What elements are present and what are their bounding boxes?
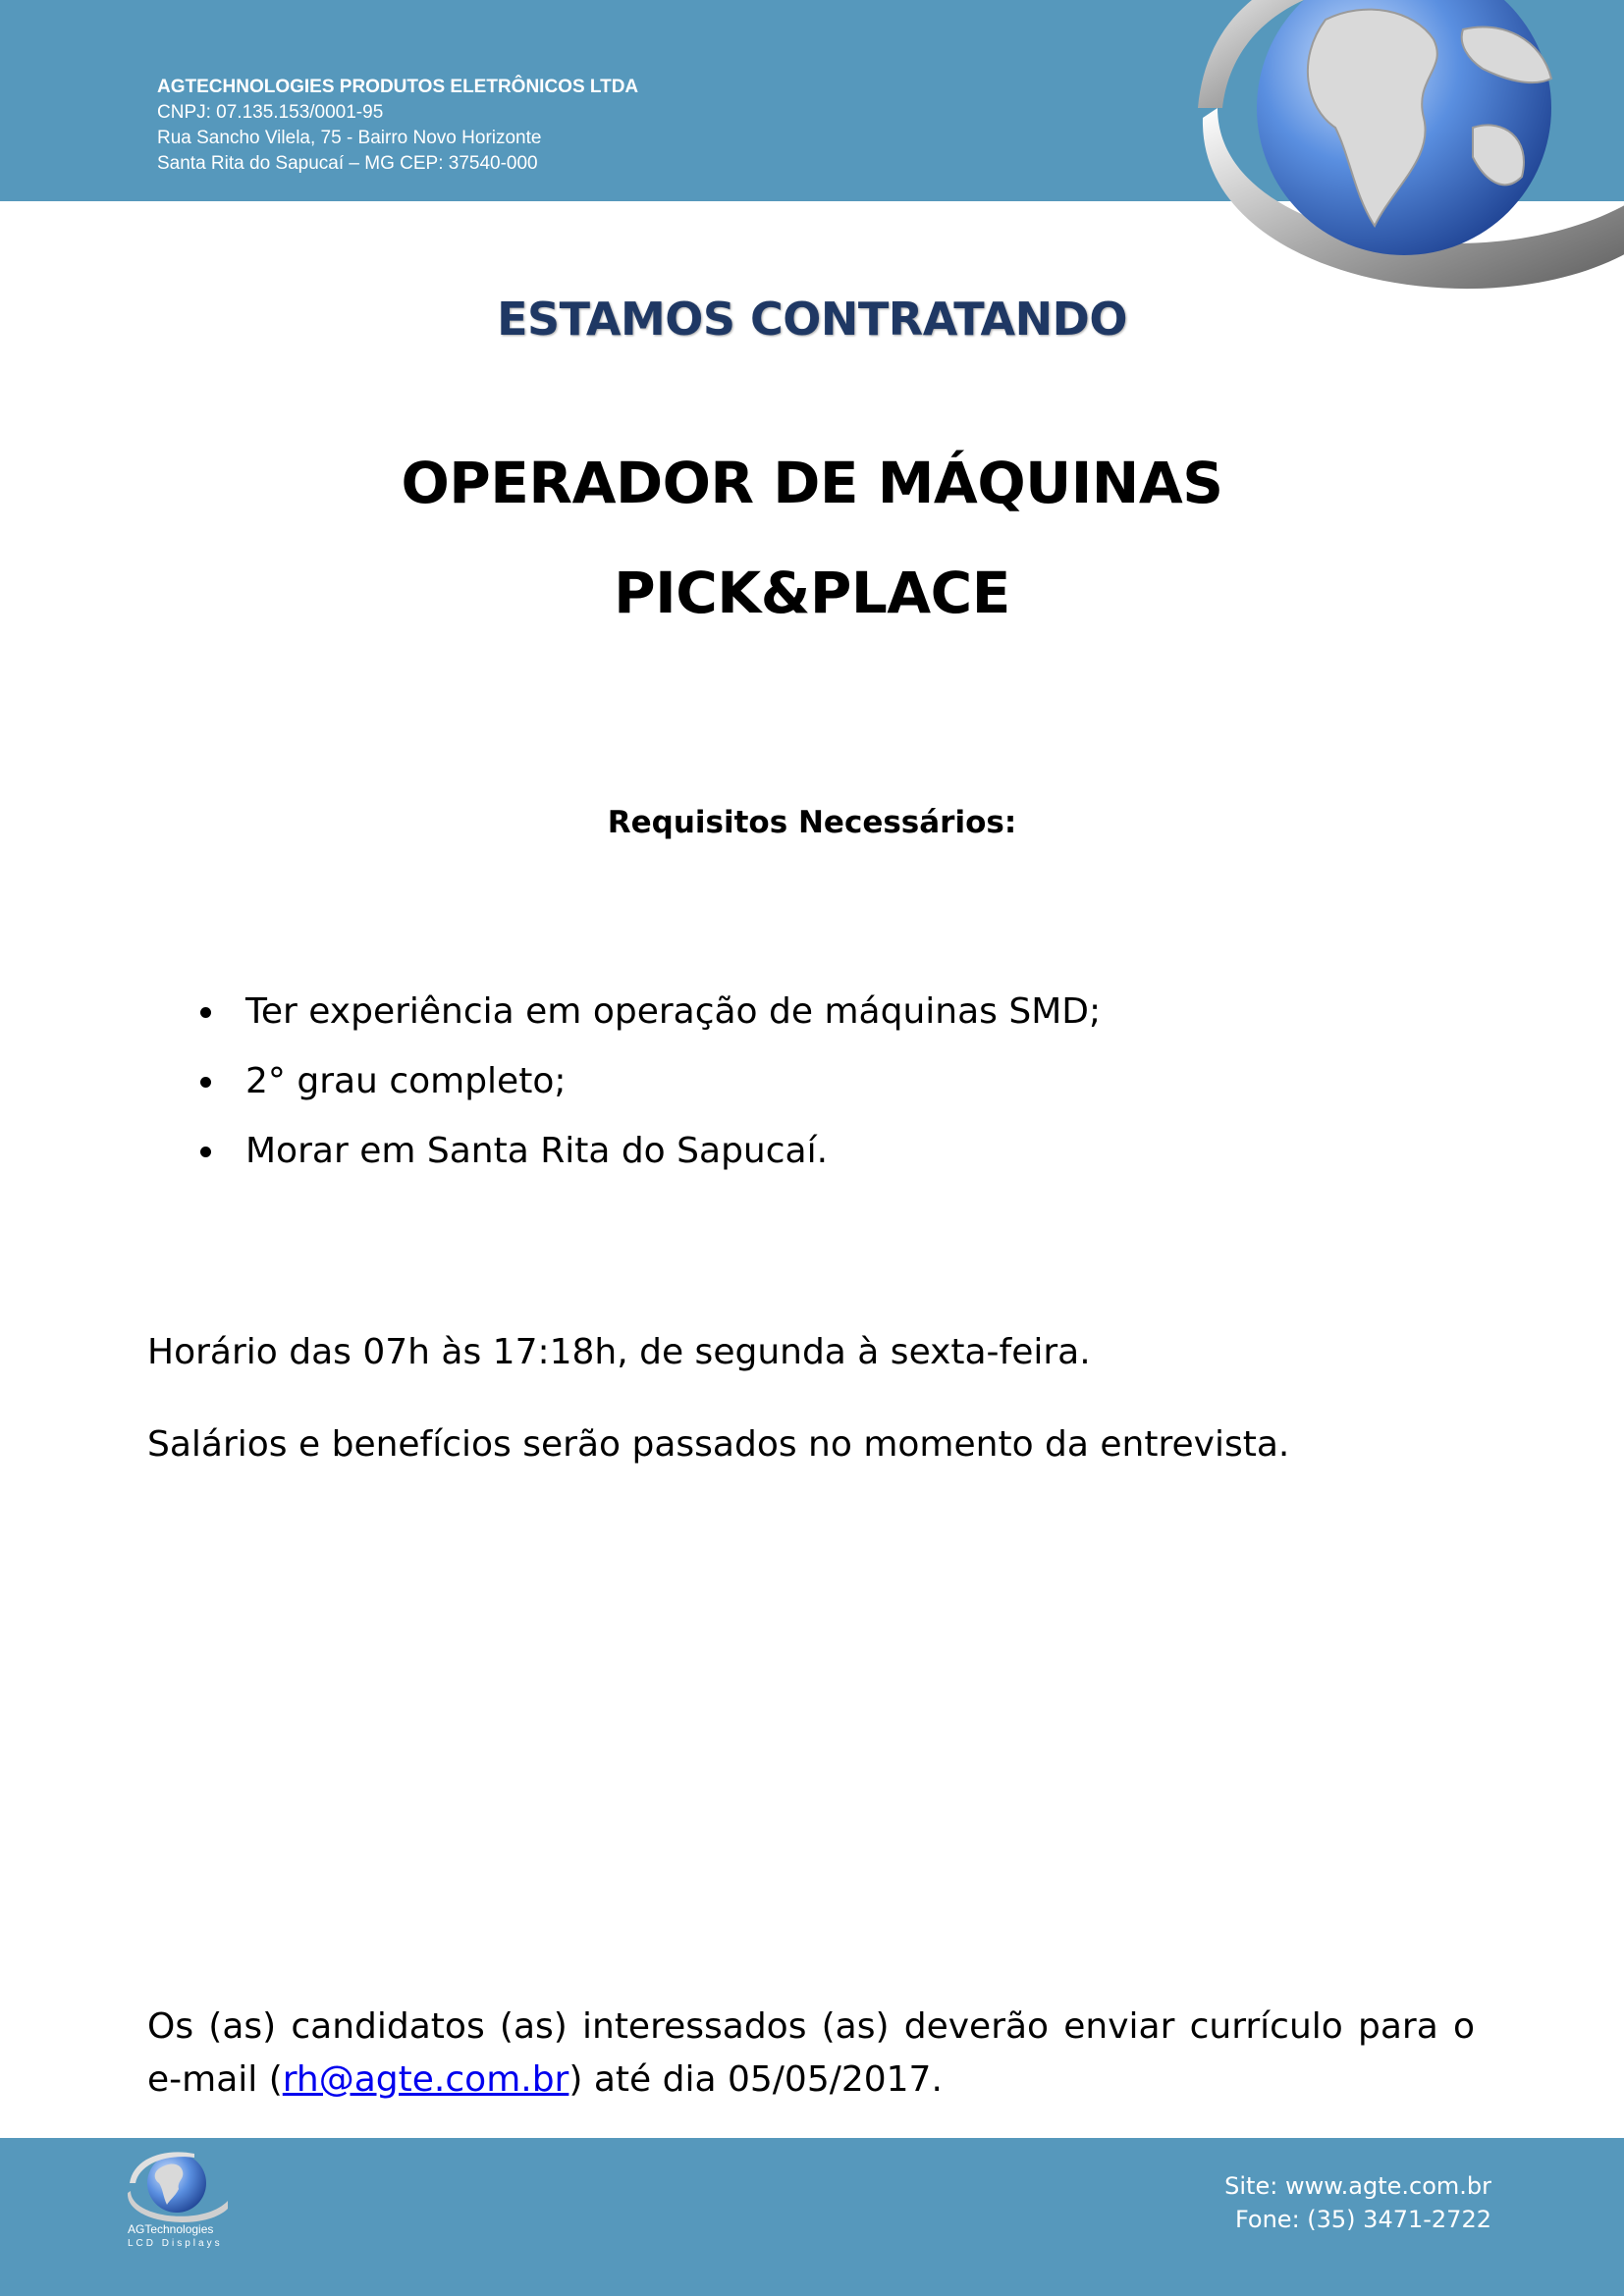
company-name: AGTECHNOLOGIES PRODUTOS ELETRÔNICOS LTDA bbox=[157, 77, 639, 97]
bullet-icon bbox=[200, 1007, 211, 1018]
company-info bbox=[157, 75, 638, 177]
contact-word: deverão bbox=[903, 2006, 1050, 2047]
bullet-icon bbox=[200, 1147, 211, 1157]
contact-paragraph bbox=[147, 2001, 1475, 2107]
logo-name: AGTechnologies bbox=[128, 2222, 214, 2236]
contact-word: interessados bbox=[582, 2006, 807, 2047]
bullet-icon bbox=[200, 1077, 211, 1088]
job-title-line1: OPERADOR DE MÁQUINAS bbox=[401, 450, 1223, 516]
salary-text: Salários e benefícios serão passados no momento da entrevista. bbox=[147, 1424, 1290, 1465]
schedule-text: Horário das 07h às 17:18h, de segunda à sexta-feira. bbox=[147, 1332, 1091, 1372]
footer-logo bbox=[126, 2150, 234, 2258]
contact-line2 bbox=[147, 2054, 1475, 2107]
contact-word: currículo bbox=[1189, 2006, 1343, 2047]
contact-prefix: e-mail ( bbox=[147, 2059, 283, 2100]
contact-word: para bbox=[1358, 2006, 1438, 2047]
company-cnpj: CNPJ: 07.135.153/0001-95 bbox=[157, 102, 384, 123]
footer-phone: Fone: (35) 3471-2722 bbox=[1234, 2206, 1491, 2233]
contact-word: (as) bbox=[208, 2006, 277, 2047]
logo-subtitle: LCD Displays bbox=[128, 2238, 223, 2249]
contact-word: candidatos bbox=[291, 2006, 485, 2047]
contact-line1 bbox=[147, 2001, 1475, 2054]
globe-logo-icon bbox=[1178, 0, 1624, 314]
email-link[interactable]: rh@agte.com.br bbox=[282, 2059, 569, 2100]
contact-suffix: ) até dia 05/05/2017. bbox=[568, 2059, 943, 2100]
contact-word: (as) bbox=[821, 2006, 890, 2047]
contact-word: enviar bbox=[1063, 2006, 1175, 2047]
hiring-heading: ESTAMOS CONTRATANDO bbox=[497, 293, 1127, 346]
footer-contact bbox=[1224, 2169, 1491, 2236]
requirement-text: Ter experiência em operação de máquinas SMD; bbox=[245, 991, 1102, 1032]
requirements-heading: Requisitos Necessários: bbox=[607, 805, 1017, 840]
contact-word: (as) bbox=[499, 2006, 568, 2047]
list-item bbox=[191, 987, 1101, 1056]
list-item bbox=[191, 1056, 1101, 1126]
list-item bbox=[191, 1126, 1101, 1196]
company-address: Rua Sancho Vilela, 75 - Bairro Novo Horizonte bbox=[157, 128, 542, 148]
footer-globe-icon bbox=[126, 2150, 234, 2223]
footer-site[interactable]: Site: www.agte.com.br bbox=[1224, 2172, 1491, 2200]
job-title-line2: PICK&PLACE bbox=[614, 560, 1010, 626]
requirements-list bbox=[191, 987, 1101, 1196]
company-city: Santa Rita do Sapucaí – MG CEP: 37540-000 bbox=[157, 153, 538, 174]
contact-word: o bbox=[1452, 2006, 1475, 2047]
requirement-text: 2° grau completo; bbox=[245, 1061, 567, 1101]
requirement-text: Morar em Santa Rita do Sapucaí. bbox=[245, 1131, 829, 1171]
contact-word: Os bbox=[147, 2006, 194, 2047]
